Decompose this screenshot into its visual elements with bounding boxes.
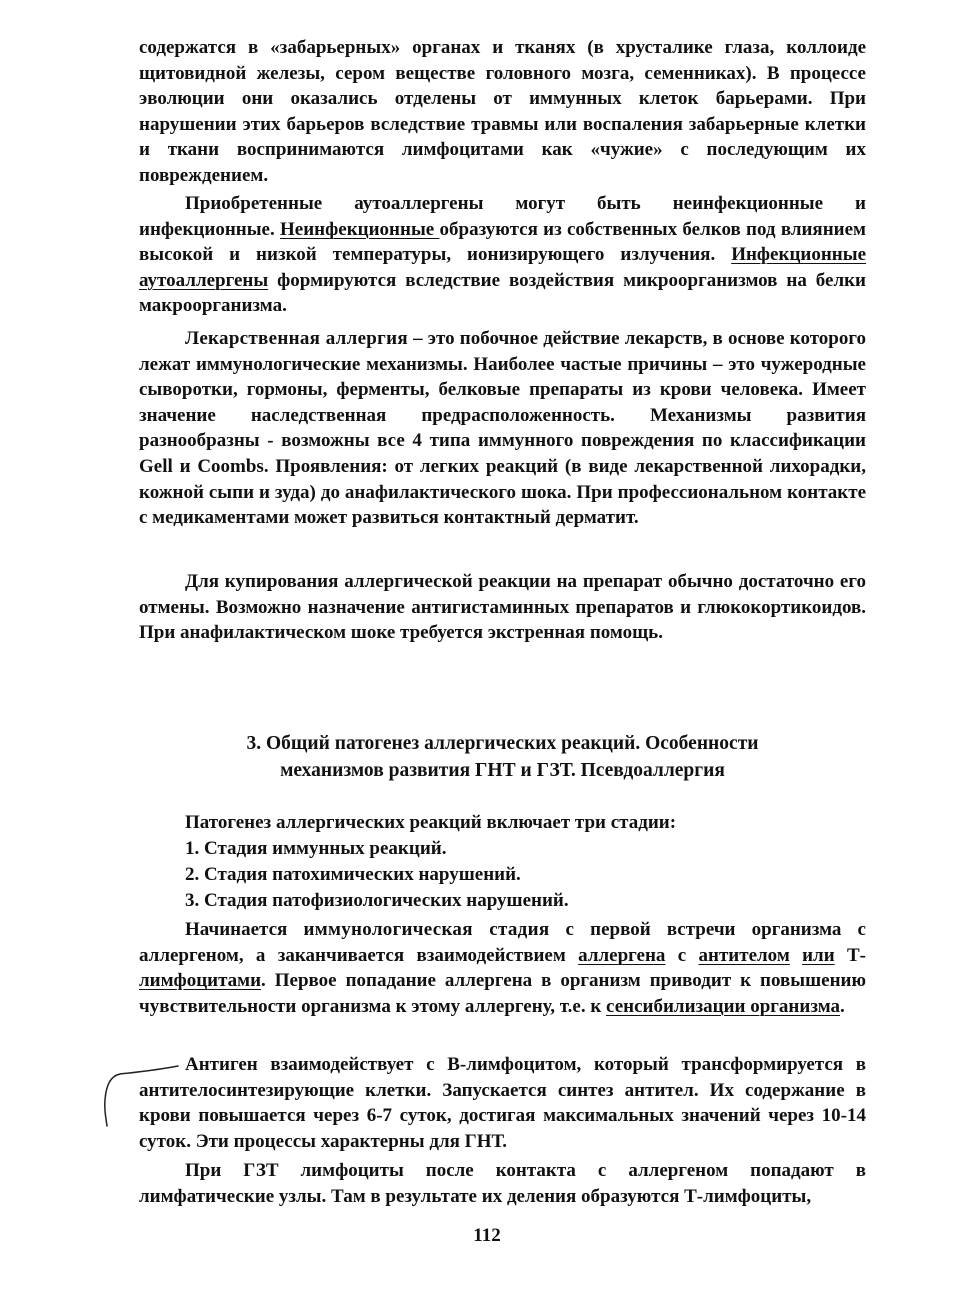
list-item: 1. Стадия иммунных реакций.	[185, 838, 447, 859]
handwritten-margin-mark	[98, 1060, 188, 1140]
underlined-term: аллергена	[578, 944, 666, 966]
heading-line: 3. Общий патогенез аллергических реакций. Особенности	[246, 733, 759, 754]
text-run: . Первое попадание аллергена в организм приводит к повышению чувствительности организма к этому аллергену, т.е. к	[139, 970, 866, 1017]
underlined-term: или	[802, 944, 835, 966]
paragraph-text: Антиген взаимодействует с В-лимфоцитом, который трансформируется в антителосинтезирующие клетки. Запускается синтез антител. Их содержание в крови повышается через 6-7 суток, достигая максимальных значений через 10-14 суток. Эти процессы характерны для ГНТ.	[139, 1054, 866, 1152]
text-run: Т-	[834, 944, 867, 966]
paragraph-barrier-organs	[139, 35, 866, 189]
text-run: формируются вследствие воздействия микроорганизмов на белки макроорганизма.	[139, 269, 866, 317]
list-item: 2. Стадия патохимических нарушений.	[185, 864, 521, 885]
underlined-term: антителом	[698, 944, 790, 966]
text-run: с первой встречи организма с аллергеном, а заканчивается взаимодействием	[139, 919, 866, 966]
underlined-term: Неинфекционные	[280, 218, 440, 240]
underlined-term: лимфоцитами	[139, 970, 262, 992]
paragraph-treatment	[139, 569, 866, 646]
section-heading	[139, 730, 866, 784]
list-item: 3. Стадия патофизиологических нарушений.	[185, 890, 569, 911]
paragraph-text: Для купирования аллергической реакции на препарат обычно достаточно его отмены. Возможно назначение антигистаминных препаратов и глюкокортикоидов. При анафилактическом шоке требуется экстренная помощь.	[139, 571, 866, 644]
text-run: .	[840, 995, 845, 1017]
paragraph-acquired-autoallergens	[139, 191, 866, 319]
text-run: Приобретенные аутоаллергены могут быть неинфекционные и инфекционные.	[139, 193, 866, 240]
paragraph-drug-allergy	[139, 326, 866, 531]
bold-term: Лекарственная аллергия	[185, 328, 408, 349]
stages-intro: Патогенез аллергических реакций включает три стадии:	[185, 812, 677, 833]
stages-list	[185, 810, 885, 914]
paragraph-text: содержатся в «забарьерных» органах и тканях (в хрусталике глаза, коллоиде щитовидной железы, сером веществе головного мозга, семенниках). В процессе эволюции они оказались отделены от иммунных клеток барьерами. При нарушении этих барьеров вследствие травмы или воспаления забарьерные клетки и ткани воспринимаются лимфоцитами как «чужие» с последующим их повреждением.	[139, 37, 866, 186]
paragraph-dth	[139, 1158, 866, 1209]
text-run: – это побочное действие лекарств, в основе которого лежат иммунологические механизмы. Наиболее частые причины – это чужеродные сыворотки, гормоны, ферменты, белковые препараты из крови человека. Имеет значение наследственная предрасположенность. Механизмы развития разнообразны - возможны все 4 типа иммунного повреждения по классификации Gell и Coombs. Проявления: от легких реакций (в виде лекарственной лихорадки, кожной сыпи и зуда) до анафилактического шока. При профессиональном контакте с медикаментами может развиться контактный дерматит.	[139, 328, 866, 529]
paragraph-text: При ГЗТ лимфоциты после контакта с аллергеном попадают в лимфатические узлы. Там в результате их деления образуются Т-лимфоциты,	[139, 1160, 866, 1207]
paragraph-antigen-b-lymphocyte	[139, 1052, 866, 1154]
underlined-term: сенсибилизации организма	[606, 995, 841, 1017]
underlined-term: Инфекционные аутоаллергены	[139, 244, 866, 291]
text-run: образуются из собственных белков под влиянием высокой и низкой температуры, ионизирующего излучения.	[139, 218, 866, 266]
paragraph-immunological-stage	[139, 917, 866, 1019]
bold-term: иммунологическая стадия	[303, 919, 550, 940]
page-number: 112	[473, 1225, 501, 1246]
text-run: с	[665, 944, 699, 966]
heading-line: механизмов развития ГНТ и ГЗТ. Псевдоаллергия	[280, 760, 725, 781]
text-run	[790, 945, 802, 966]
text-run: Начинается	[185, 919, 304, 940]
